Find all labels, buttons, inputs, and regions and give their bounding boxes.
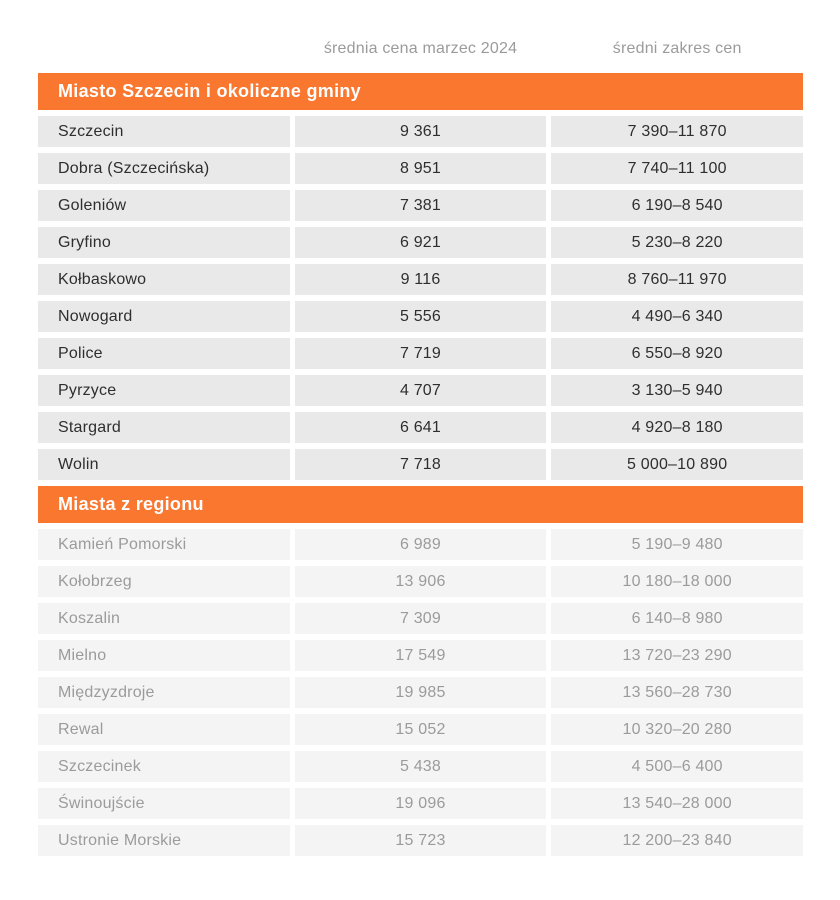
row-city-name: Wolin — [38, 449, 290, 480]
row-price-range: 6 140–8 980 — [551, 603, 803, 634]
section-rows — [38, 116, 803, 480]
row-city-name: Kołobrzeg — [38, 566, 290, 597]
row-avg-price: 17 549 — [295, 640, 547, 671]
row-city-name: Szczecinek — [38, 751, 290, 782]
row-price-range: 6 550–8 920 — [551, 338, 803, 369]
row-price-range: 3 130–5 940 — [551, 375, 803, 406]
table-sections — [38, 73, 803, 856]
column-header-city — [38, 40, 290, 58]
section-title: Miasta z regionu — [58, 494, 204, 514]
row-city-name: Koszalin — [38, 603, 290, 634]
row-city-name: Międzyzdroje — [38, 677, 290, 708]
row-city-name: Kołbaskowo — [38, 264, 290, 295]
row-city-name: Gryfino — [38, 227, 290, 258]
row-avg-price: 7 309 — [295, 603, 547, 634]
row-price-range: 13 560–28 730 — [551, 677, 803, 708]
price-table — [38, 40, 803, 862]
section-title: Miasto Szczecin i okoliczne gminy — [58, 81, 361, 101]
row-avg-price: 4 707 — [295, 375, 547, 406]
row-avg-price: 8 951 — [295, 153, 547, 184]
row-price-range: 7 740–11 100 — [551, 153, 803, 184]
row-avg-price: 6 989 — [295, 529, 547, 560]
row-avg-price: 19 985 — [295, 677, 547, 708]
row-avg-price: 19 096 — [295, 788, 547, 819]
row-city-name: Kamień Pomorski — [38, 529, 290, 560]
row-city-name: Mielno — [38, 640, 290, 671]
row-city-name: Ustronie Morskie — [38, 825, 290, 856]
row-city-name: Dobra (Szczecińska) — [38, 153, 290, 184]
row-price-range: 13 540–28 000 — [551, 788, 803, 819]
row-price-range: 12 200–23 840 — [551, 825, 803, 856]
section-header — [38, 73, 803, 110]
row-avg-price: 13 906 — [295, 566, 547, 597]
row-price-range: 5 000–10 890 — [551, 449, 803, 480]
table-section — [38, 73, 803, 480]
row-city-name: Świnoujście — [38, 788, 290, 819]
row-price-range: 8 760–11 970 — [551, 264, 803, 295]
table-section — [38, 486, 803, 856]
section-header — [38, 486, 803, 523]
row-avg-price: 15 052 — [295, 714, 547, 745]
row-price-range: 4 490–6 340 — [551, 301, 803, 332]
row-city-name: Goleniów — [38, 190, 290, 221]
section-rows — [38, 529, 803, 856]
row-city-name: Rewal — [38, 714, 290, 745]
row-avg-price: 6 641 — [295, 412, 547, 443]
row-city-name: Nowogard — [38, 301, 290, 332]
row-price-range: 4 500–6 400 — [551, 751, 803, 782]
row-avg-price: 5 438 — [295, 751, 547, 782]
row-avg-price: 15 723 — [295, 825, 547, 856]
row-avg-price: 9 116 — [295, 264, 547, 295]
row-price-range: 5 230–8 220 — [551, 227, 803, 258]
row-avg-price: 5 556 — [295, 301, 547, 332]
row-price-range: 4 920–8 180 — [551, 412, 803, 443]
row-avg-price: 7 381 — [295, 190, 547, 221]
row-price-range: 5 190–9 480 — [551, 529, 803, 560]
row-avg-price: 9 361 — [295, 116, 547, 147]
row-city-name: Pyrzyce — [38, 375, 290, 406]
row-price-range: 13 720–23 290 — [551, 640, 803, 671]
row-city-name: Stargard — [38, 412, 290, 443]
row-price-range: 6 190–8 540 — [551, 190, 803, 221]
row-city-name: Police — [38, 338, 290, 369]
row-avg-price: 7 719 — [295, 338, 547, 369]
row-city-name: Szczecin — [38, 116, 290, 147]
column-header-price-range: średni zakres cen — [612, 40, 742, 57]
row-price-range: 10 180–18 000 — [551, 566, 803, 597]
row-avg-price: 7 718 — [295, 449, 547, 480]
row-price-range: 10 320–20 280 — [551, 714, 803, 745]
column-header-avg-price: średnia cena marzec 2024 — [323, 40, 518, 57]
row-avg-price: 6 921 — [295, 227, 547, 258]
column-headers — [38, 40, 803, 58]
row-price-range: 7 390–11 870 — [551, 116, 803, 147]
